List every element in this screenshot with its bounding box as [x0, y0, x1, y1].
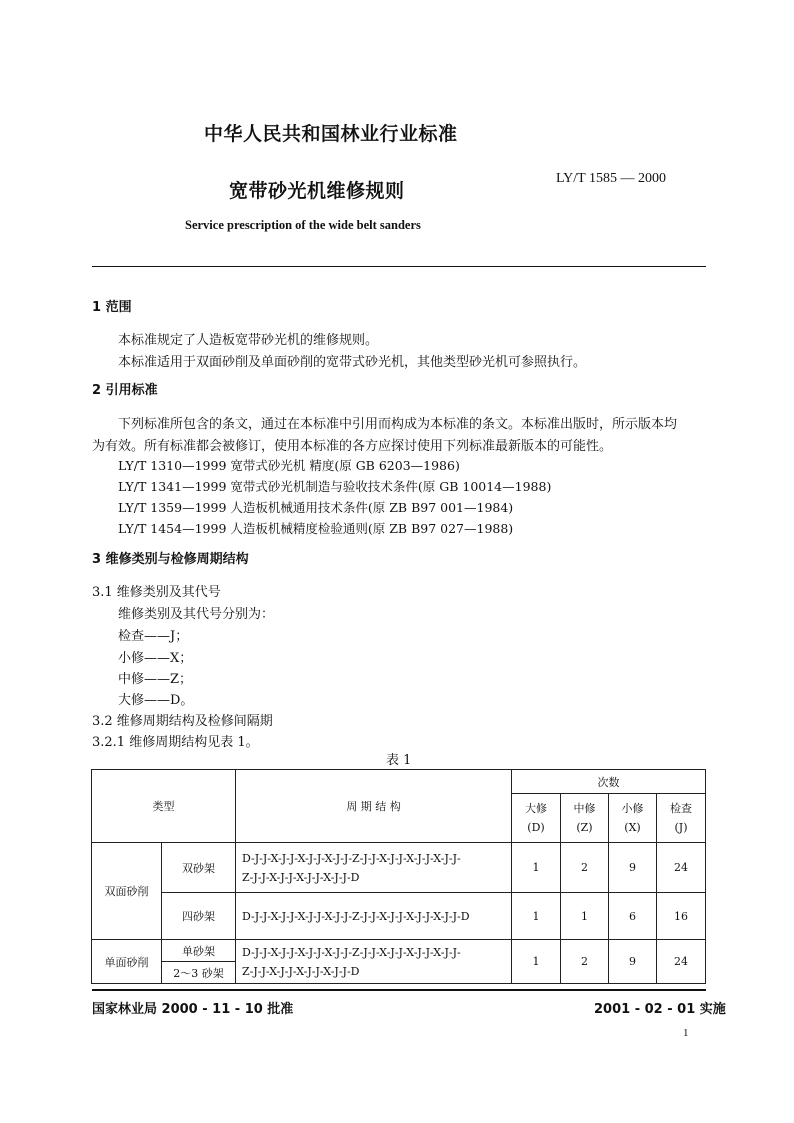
reference-item: LY/T 1359—1999 人造板机械通用技术条件(原 ZB B97 001—1984)	[118, 500, 514, 515]
table-caption: 表 1	[386, 753, 412, 768]
count-z: 2	[561, 940, 609, 984]
header-cycle-structure: 周 期 结 构	[236, 770, 512, 843]
header-count: 次数	[512, 770, 706, 794]
section-1-para-2: 本标准适用于双面砂削及单面砂削的宽带式砂光机，其他类型砂光机可参照执行。	[118, 355, 587, 370]
section-3-1-intro: 维修类别及其代号分别为：	[118, 607, 275, 622]
header-inspection: 检查 (J)	[657, 794, 706, 843]
document-title-english: Service prescription of the wide belt sanders	[185, 218, 421, 232]
table-row	[92, 940, 706, 962]
header-type: 类型	[92, 770, 236, 843]
reference-item: LY/T 1310—1999 宽带式砂光机 精度(原 GB 6203—1986)	[118, 458, 460, 473]
frame-cell: 单砂架	[162, 940, 236, 962]
count-x: 6	[609, 893, 657, 940]
section-1-heading: 1 范围	[92, 300, 132, 315]
type-cell: 双面砂削	[92, 843, 162, 940]
section-2-para-1a: 下列标准所包含的条文，通过在本标准中引用而构成为本标准的条文。本标准出版时，所示版本均	[118, 417, 678, 432]
count-j: 24	[657, 843, 706, 893]
cycle-cell: D-J-J-X-J-J-X-J-J-X-J-J-Z-J-J-X-J-J-X-J-J-X-J-J- Z-J-J-X-J-J-X-J-J-X-J-J-D	[236, 940, 512, 984]
cycle-cell: D-J-J-X-J-J-X-J-J-X-J-J-Z-J-J-X-J-J-X-J-J-X-J-J-D	[236, 893, 512, 940]
type-cell: 单面砂削	[92, 940, 162, 984]
code-item: 中修——Z；	[118, 672, 193, 687]
table-row	[92, 843, 706, 893]
count-j: 24	[657, 940, 706, 984]
count-x: 9	[609, 940, 657, 984]
header-divider	[92, 266, 706, 267]
count-d: 1	[512, 843, 561, 893]
section-3-1-heading: 3.1 维修类别及其代号	[92, 585, 221, 600]
count-z: 2	[561, 843, 609, 893]
section-2-para-1b: 为有效。所有标准都会被修订，使用本标准的各方应探讨使用下列标准最新版本的可能性。	[92, 439, 613, 454]
effective-date: 2001 - 02 - 01 实施	[594, 1002, 726, 1017]
section-2-heading: 2 引用标准	[92, 383, 158, 398]
header-overhaul: 大修 (D)	[512, 794, 561, 843]
header-minor-repair: 小修 (X)	[609, 794, 657, 843]
table-row	[92, 893, 706, 940]
count-x: 9	[609, 843, 657, 893]
section-3-2-heading: 3.2 维修周期结构及检修间隔期	[92, 714, 273, 729]
document-code: LY/T 1585 — 2000	[556, 171, 666, 186]
section-3-heading: 3 维修类别与检修周期结构	[92, 552, 249, 567]
frame-cell: 2～3 砂架	[162, 962, 236, 984]
code-item: 小修——X；	[118, 651, 193, 666]
header-medium-repair: 中修 (Z)	[561, 794, 609, 843]
count-j: 16	[657, 893, 706, 940]
code-item: 检查——J；	[118, 629, 189, 644]
page-number: 1	[683, 1027, 689, 1039]
count-d: 1	[512, 893, 561, 940]
code-item: 大修——D。	[118, 693, 194, 708]
section-3-2-1-heading: 3.2.1 维修周期结构见表 1。	[92, 735, 259, 750]
standard-series: 中华人民共和国林业行业标准	[204, 123, 458, 145]
cycle-cell: D-J-J-X-J-J-X-J-J-X-J-J-Z-J-J-X-J-J-X-J-J-X-J-J- Z-J-J-X-J-J-X-J-J-X-J-J-D	[236, 843, 512, 893]
document-title: 宽带砂光机维修规则	[229, 180, 405, 202]
frame-cell: 双砂架	[162, 843, 236, 893]
footer-divider	[92, 989, 706, 991]
section-1-para-1: 本标准规定了人造板宽带砂光机的维修规则。	[118, 333, 379, 348]
maintenance-cycle-table	[91, 769, 706, 984]
reference-item: LY/T 1341—1999 宽带式砂光机制造与验收技术条件(原 GB 10014—1988)	[118, 479, 552, 494]
reference-item: LY/T 1454—1999 人造板机械精度检验通则(原 ZB B97 027—1988)	[118, 521, 514, 536]
count-d: 1	[512, 940, 561, 984]
approval-date: 国家林业局 2000 - 11 - 10 批准	[92, 1002, 294, 1017]
count-z: 1	[561, 893, 609, 940]
frame-cell: 四砂架	[162, 893, 236, 940]
